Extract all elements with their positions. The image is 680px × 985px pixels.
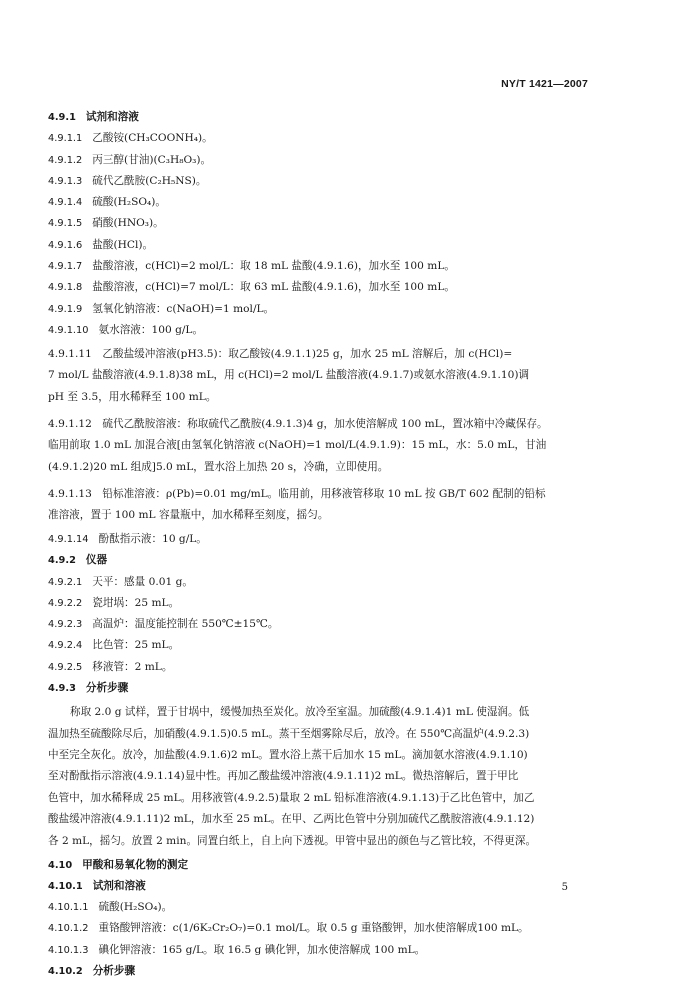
clause-line	[48, 660, 588, 676]
clause-number: 4.9.2.1	[48, 576, 83, 588]
clause-line	[48, 900, 588, 916]
clause-number: 4.10.1.2	[48, 923, 89, 935]
clause-text: 乙酸铵(CH₃COONH₄)。	[92, 132, 213, 145]
paragraph-4.9.1.13	[48, 484, 588, 527]
clause-line	[48, 532, 588, 548]
clause-text: 分析步骤	[92, 964, 136, 977]
paragraph-line: 各 2 mL，摇匀。放置 2 min。同置白纸上，自上向下透视。甲管中显出的颜色与乙管比较，不得更深。	[48, 834, 537, 847]
clause-line	[48, 638, 588, 654]
clause-number: 4.10.1	[48, 880, 83, 892]
clause-line	[48, 323, 588, 339]
section-heading	[48, 858, 588, 874]
clause-line	[48, 195, 588, 211]
clause-number: 4.9.1.9	[48, 303, 83, 315]
clause-text: 碘化钾溶液：165 g/L。取 16.5 g 碘化钾，加水使溶解成 100 mL。	[98, 943, 426, 956]
clause-text: 丙三醇(甘油)(C₃H₈O₃)。	[92, 153, 212, 166]
clause-text: 甲酸和易氧化物的测定	[82, 858, 189, 871]
clause-number: 4.9.1.10	[48, 324, 89, 336]
clause-number: 4.9.2.3	[48, 619, 83, 631]
document-body	[48, 110, 588, 985]
paragraph-line: 酸盐缓冲溶液(4.9.1.11)2 mL，加水至 25 mL。在甲、乙两比色管中分别加硫代乙酰胺溶液(4.9.1.12)	[48, 813, 535, 826]
paragraph-line: 中至完全灰化。放冷，加盐酸(4.9.1.6)2 mL。置水浴上蒸干后加水 15 mL。滴加氨水溶液(4.9.1.10)	[48, 749, 528, 762]
standard-code: NY/T 1421—2007	[501, 78, 588, 90]
clause-text: 酚酞指示液：10 g/L。	[98, 533, 207, 545]
paragraph-4.9.1.11	[48, 344, 588, 408]
clause-line	[48, 575, 588, 591]
clause-text: 分析步骤	[85, 681, 129, 694]
section-heading	[48, 553, 588, 569]
clause-text: 硫酸(H₂SO₄)。	[92, 196, 167, 209]
paragraph-line: 色管中，加水稀释成 25 mL。用移液管(4.9.2.5)量取 2 mL 铅标准溶液(4.9.1.13)于乙比色管中，加乙	[48, 791, 535, 804]
clause-number: 4.9.1.3	[48, 175, 83, 187]
clause-text: 重铬酸钾溶液：c(1/6K₂Cr₂O₇)=0.1 mol/L。取 0.5 g 重铬酸钾，加水使溶解成100 mL。	[98, 922, 529, 935]
paragraph-line: 4.9.1.11 乙酸盐缓冲溶液(pH3.5)：取乙酸铵(4.9.1.1)25 g，加水 25 mL 溶解后，加 c(HCl)=	[48, 348, 513, 361]
clause-text: 高温炉：温度能控制在 550℃±15℃。	[92, 618, 279, 631]
clause-number: 4.10.1.3	[48, 944, 89, 956]
clause-number: 4.9.1.2	[48, 154, 83, 166]
clause-line	[48, 921, 588, 937]
clause-text: 试剂和溶液	[92, 879, 146, 892]
clause-text: 硫酸(H₂SO₄)。	[98, 901, 173, 914]
section-heading	[48, 964, 588, 980]
section-heading	[48, 681, 588, 697]
clause-line	[48, 216, 588, 232]
paragraph-line: 临用前取 1.0 mL 加混合液[由氢氧化钠溶液 c(NaOH)=1 mol/L(4.9.1.9)：15 mL，水：5.0 mL，甘油	[48, 439, 547, 452]
clause-number: 4.9.2.4	[48, 640, 83, 652]
clause-number: 4.9.1.8	[48, 282, 83, 294]
clause-line	[48, 238, 588, 254]
paragraph-analysis-steps	[48, 702, 588, 852]
clause-text: 试剂和溶液	[85, 111, 139, 123]
clause-line	[48, 302, 588, 318]
clause-text: 氨水溶液：100 g/L。	[98, 323, 204, 336]
clause-text: 比色管：25 mL。	[92, 639, 180, 652]
paragraph-line: (4.9.1.2)20 mL 组成]5.0 mL，置水浴上加热 20 s，冷确，立即使用。	[48, 460, 389, 473]
paragraph-line: 称取 2.0 g 试样，置于甘埚中，缓慢加热至炭化。放冷至室温。加硫酸(4.9.1.4)1 mL 使湿润。低	[70, 706, 530, 719]
clause-line	[48, 131, 588, 147]
paragraph-4.9.1.12	[48, 414, 588, 478]
paragraph-line: 至对酚酞指示溶液(4.9.1.14)显中性。再加乙酸盐缓冲溶液(4.9.1.11)2 mL。微热溶解后，置于甲比	[48, 770, 519, 783]
clause-number: 4.9.2.2	[48, 597, 83, 609]
clause-number: 4.9.2.5	[48, 661, 83, 673]
clause-line	[48, 174, 588, 190]
clause-line	[48, 259, 588, 275]
clause-text: 盐酸(HCl)。	[92, 238, 154, 251]
clause-number: 4.10	[48, 859, 73, 871]
clause-number: 4.10.2	[48, 965, 83, 977]
paragraph-line: 准溶液，置于 100 mL 容量瓶中，加水稀释至刻度，摇匀。	[48, 509, 329, 522]
paragraph-line: 4.9.1.12 硫代乙酰胺溶液：称取硫代乙酰胺(4.9.1.3)4 g，加水使溶解成 100 mL，置冰箱中冷藏保存。	[48, 417, 548, 430]
clause-number: 4.10.1.1	[48, 902, 89, 914]
clause-number: 4.9.1.1	[48, 133, 83, 145]
clause-number: 4.9.1.4	[48, 197, 83, 209]
clause-number: 4.9.3	[48, 682, 76, 694]
clause-number: 4.9.1.6	[48, 239, 83, 251]
clause-text: 盐酸溶液，c(HCl)=7 mol/L：取 63 mL 盐酸(4.9.1.6)，加水至 100 mL。	[92, 281, 455, 294]
clause-line	[48, 280, 588, 296]
clause-number: 4.9.2	[48, 555, 76, 567]
clause-text: 盐酸溶液，c(HCl)=2 mol/L：取 18 mL 盐酸(4.9.1.6)，加水至 100 mL。	[92, 259, 455, 272]
paragraph-line: 温加热至硫酸除尽后，加硝酸(4.9.1.5)0.5 mL。蒸干至烟雾除尽后，放冷。在 550℃高温炉(4.9.2.3)	[48, 727, 530, 740]
clause-line	[48, 596, 588, 612]
clause-text: 仪器	[85, 554, 108, 567]
clause-line	[48, 943, 588, 959]
clause-text: 移液管：2 mL。	[92, 660, 173, 673]
paragraph-line: 4.9.1.13 铅标准溶液：ρ(Pb)=0.01 mg/mL。临用前，用移液管移取 10 mL 按 GB/T 602 配制的铅标	[48, 487, 546, 500]
clause-text: 硫代乙酰胺(C₂H₅NS)。	[92, 174, 207, 187]
clause-line	[48, 617, 588, 633]
clause-line	[48, 153, 588, 169]
section-heading	[48, 110, 588, 126]
paragraph-line: pH 至 3.5，用水稀释至 100 mL。	[48, 390, 217, 403]
section-heading	[48, 879, 588, 895]
clause-number: 4.9.1.14	[48, 534, 89, 545]
clause-text: 天平：感量 0.01 g。	[92, 575, 193, 588]
clause-text: 硝酸(HNO₃)。	[92, 217, 164, 230]
clause-number: 4.9.1	[48, 112, 76, 123]
clause-number: 4.9.1.7	[48, 260, 83, 272]
clause-number: 4.9.1.5	[48, 218, 83, 230]
clause-text: 瓷坩埚：25 mL。	[92, 596, 180, 609]
page-number: 5	[561, 882, 568, 893]
paragraph-line: 7 mol/L 盐酸溶液(4.9.1.8)38 mL，用 c(HCl)=2 mol/L 盐酸溶液(4.9.1.7)或氨水溶液(4.9.1.10)调	[48, 369, 530, 382]
clause-text: 氢氧化钠溶液：c(NaOH)=1 mol/L。	[92, 302, 275, 315]
